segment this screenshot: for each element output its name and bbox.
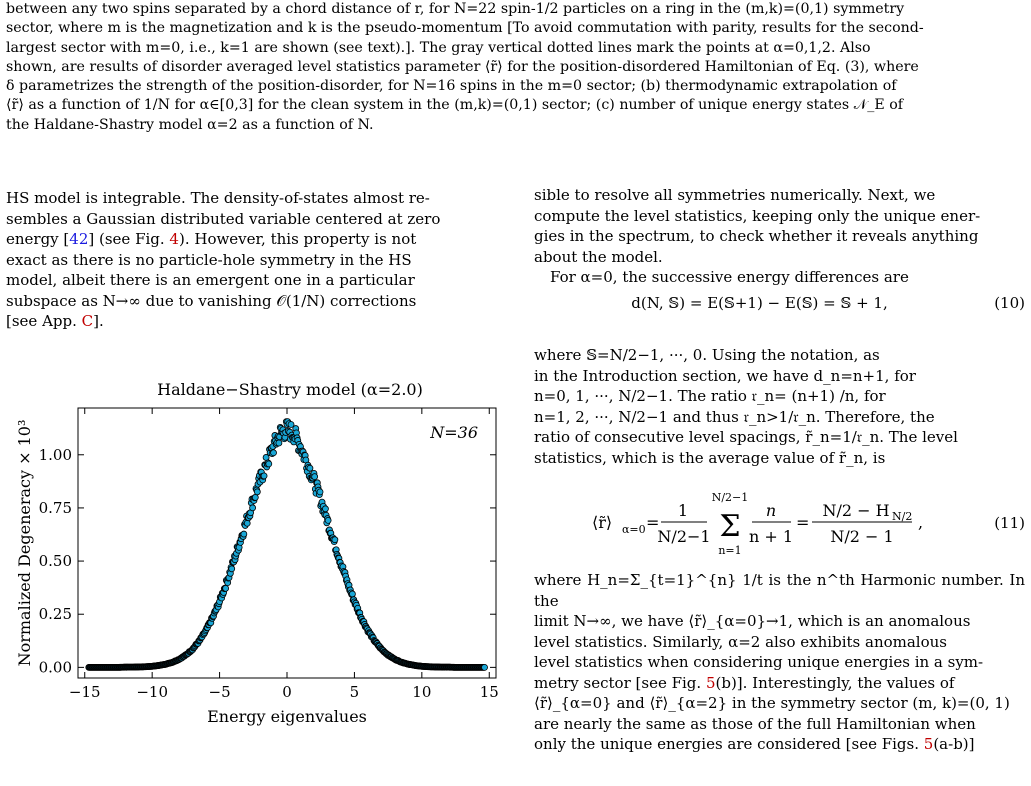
svg-text:1: 1: [677, 501, 689, 520]
equation-number: (10): [994, 294, 1025, 312]
data-point: [266, 461, 272, 467]
data-point: [322, 506, 328, 512]
data-point: [252, 494, 258, 500]
chart-annotation: N=36: [430, 423, 478, 442]
data-point: [250, 505, 256, 511]
figure-link[interactable]: 5: [705, 673, 716, 692]
x-tick-label: 15: [479, 683, 499, 701]
svg-text:N/2 − H: N/2 − H: [822, 501, 890, 520]
paragraph-line: statistics, which is the average value of r̃_n, is: [534, 448, 886, 467]
text-span: ].: [93, 312, 104, 330]
data-point: [317, 489, 323, 495]
paragraph-line: where H_n=Σ_{t=1}^{n} 1/t is the n^th Harmonic number. In the: [534, 571, 1025, 610]
y-tick-label: 1.00: [38, 445, 72, 464]
data-point: [349, 591, 355, 597]
figure-link[interactable]: 4: [169, 230, 179, 248]
caption-line: ⟨r̃⟩ as a function of 1/N for α∈[0,3] for the clean system in the (m,k)=(0,1) sector; (c) number of unique energy states 𝒩_E of: [6, 97, 904, 114]
paragraph-line: sembles a Gaussian distributed variable centered at zero: [6, 209, 441, 228]
data-point: [307, 465, 313, 471]
paragraph-line: For α=0, the successive energy differences are: [550, 268, 909, 286]
chart-title: Haldane−Shastry model (α=2.0): [157, 380, 423, 399]
text-span: metry sector [see Fig.: [534, 673, 706, 692]
paragraph-line: [6, 229, 493, 250]
svg-text:=: =: [796, 513, 810, 532]
paragraph-line: limit N→∞, we have ⟨r̃⟩_{α=0}→1, which is an anomalous: [534, 612, 971, 630]
text-span: ). However, this property is not: [178, 230, 417, 248]
caption-line: largest sector with m=0, i.e., k=1 are shown (see text).]. The gray vertical dotted lines mark the points at α=0,1,2. Also: [6, 39, 871, 56]
paragraph-line: where 𝕊=N/2−1, ···, 0. Using the notation, as: [534, 346, 880, 364]
text-span: [see App.: [6, 312, 82, 330]
svg-text:n=1: n=1: [718, 544, 742, 557]
paragraph-line: ratio of consecutive level spacings, r̃_n=1/𝔯_n. The level: [534, 428, 958, 446]
paragraph-line: exact as there is no particle-hole symmetry in the HS: [6, 250, 412, 269]
data-point: [244, 520, 250, 526]
paragraph-line: subspace as N→∞ due to vanishing 𝒪(1/N) corrections: [6, 291, 417, 310]
svg-text:n + 1: n + 1: [748, 527, 794, 546]
paragraph-line: [6, 311, 493, 332]
equation-11: [534, 484, 1025, 560]
paragraph-line: level statistics. Similarly, α=2 also exhibits anomalous: [534, 632, 947, 651]
svg-text:N/2: N/2: [892, 510, 913, 523]
caption-line: the Haldane-Shastry model α=2 as a function of N.: [6, 116, 374, 133]
paragraph-line: in the Introduction section, we have d_n=n+1, for: [534, 366, 916, 385]
svg-text:N/2 − 1: N/2 − 1: [830, 527, 894, 546]
y-tick-label: 0.25: [38, 605, 72, 624]
y-tick-label: 0.50: [38, 552, 72, 571]
svg-text:n: n: [765, 501, 777, 520]
x-tick-label: 10: [412, 683, 432, 701]
caption-line: shown, are results of disorder averaged level statistics parameter ⟨r̃⟩ for the position-disordered Hamiltonian of Eq. (3), where: [6, 58, 919, 75]
data-point: [241, 531, 247, 537]
figure-link[interactable]: 5: [923, 735, 934, 753]
paragraph-line: gies in the spectrum, to check whether it reveals anything: [534, 227, 979, 245]
left-column: [6, 188, 493, 332]
y-axis-label: Normalized Degeneracy × 10³: [15, 419, 34, 667]
figure-caption: [6, 0, 1025, 135]
data-point: [254, 489, 260, 495]
data-point: [325, 517, 331, 523]
x-tick-label: −10: [136, 683, 168, 701]
y-tick-label: 0.75: [38, 498, 72, 517]
y-tick-label: 0.00: [38, 658, 72, 677]
paragraph-line: about the model.: [534, 247, 663, 266]
paragraph-line: are nearly the same as those of the full Hamiltonian when: [534, 714, 976, 733]
degeneracy-chart: [0, 370, 520, 786]
data-points: [86, 419, 488, 671]
data-point: [276, 440, 282, 446]
svg-text:N/2−1: N/2−1: [711, 491, 749, 504]
svg-text:=: =: [646, 513, 660, 532]
text-span: only the unique energies are considered [see Figs.: [534, 735, 924, 753]
right-column-bottom: [534, 570, 1025, 755]
equation-body: d(N, 𝕊) = E(𝕊+1) − E(𝕊) = 𝕊 + 1,: [631, 294, 888, 312]
data-point: [223, 585, 229, 591]
x-tick-label: 0: [282, 683, 292, 701]
data-point: [229, 566, 235, 572]
x-tick-label: −5: [208, 683, 231, 701]
caption-line: sector, where m is the magnetization and k is the pseudo-momentum [To avoid commutation with parity, results for the second-: [6, 20, 924, 37]
x-axis-label: Energy eigenvalues: [207, 707, 367, 726]
paragraph-line: ⟨r̃⟩_{α=0} and ⟨r̃⟩_{α=2} in the symmetry sector (m, k)=(0, 1): [534, 694, 1010, 712]
text-span: ] (see Fig.: [88, 230, 170, 248]
svg-text:,: ,: [918, 513, 924, 532]
svg-text:N/2−1: N/2−1: [657, 527, 711, 546]
paragraph-line: n=1, 2, ···, N/2−1 and thus 𝔯_n>1/𝔯_n. Therefore, the: [534, 407, 935, 426]
text-span: (b)]. Interestingly, the values of: [715, 673, 955, 692]
data-point: [271, 450, 277, 456]
paragraph-line: sible to resolve all symmetries numerically. Next, we: [534, 186, 936, 204]
x-tick-label: −15: [68, 683, 101, 701]
data-point: [261, 473, 267, 479]
paragraph-line: n=0, 1, ···, N/2−1. The ratio 𝔯_n= (n+1) /n, for: [534, 387, 886, 405]
text-span: (a-b)]: [933, 735, 975, 753]
plot-frame: [78, 408, 496, 678]
svg-text:α=0: α=0: [622, 523, 646, 536]
paragraph-line: model, albeit there is an emergent one in a particular: [6, 271, 415, 289]
right-column: [534, 185, 1025, 288]
paragraph-line: HS model is integrable. The density-of-states almost re-: [6, 189, 430, 207]
data-point: [312, 474, 318, 480]
data-point: [482, 664, 488, 670]
citation-link[interactable]: 42: [69, 230, 89, 248]
equation-number: (11): [994, 514, 1025, 532]
paragraph-line: [534, 734, 1025, 755]
text-span: energy [: [6, 230, 70, 248]
x-tick-label: 5: [349, 683, 360, 701]
paragraph-line: [534, 673, 1025, 694]
data-point: [332, 537, 338, 543]
paragraph-line: compute the level statistics, keeping only the unique ener-: [534, 206, 981, 225]
caption-line: between any two spins separated by a chord distance of r, for N=22 spin-1/2 particles on a ring in the (m,k)=(0,1) symmetry: [6, 1, 905, 17]
caption-line: δ parametrizes the strength of the position-disorder, for N=16 spins in the m=0 sector; (b) thermodynamic extrapolation of: [6, 78, 897, 95]
right-column-middle: [534, 345, 1025, 468]
svg-text:Σ: Σ: [719, 509, 741, 544]
appendix-link[interactable]: C: [81, 312, 94, 330]
paragraph-line: level statistics when considering unique energies in a sym-: [534, 653, 984, 671]
svg-text:⟨r̃⟩: ⟨r̃⟩: [592, 513, 613, 532]
